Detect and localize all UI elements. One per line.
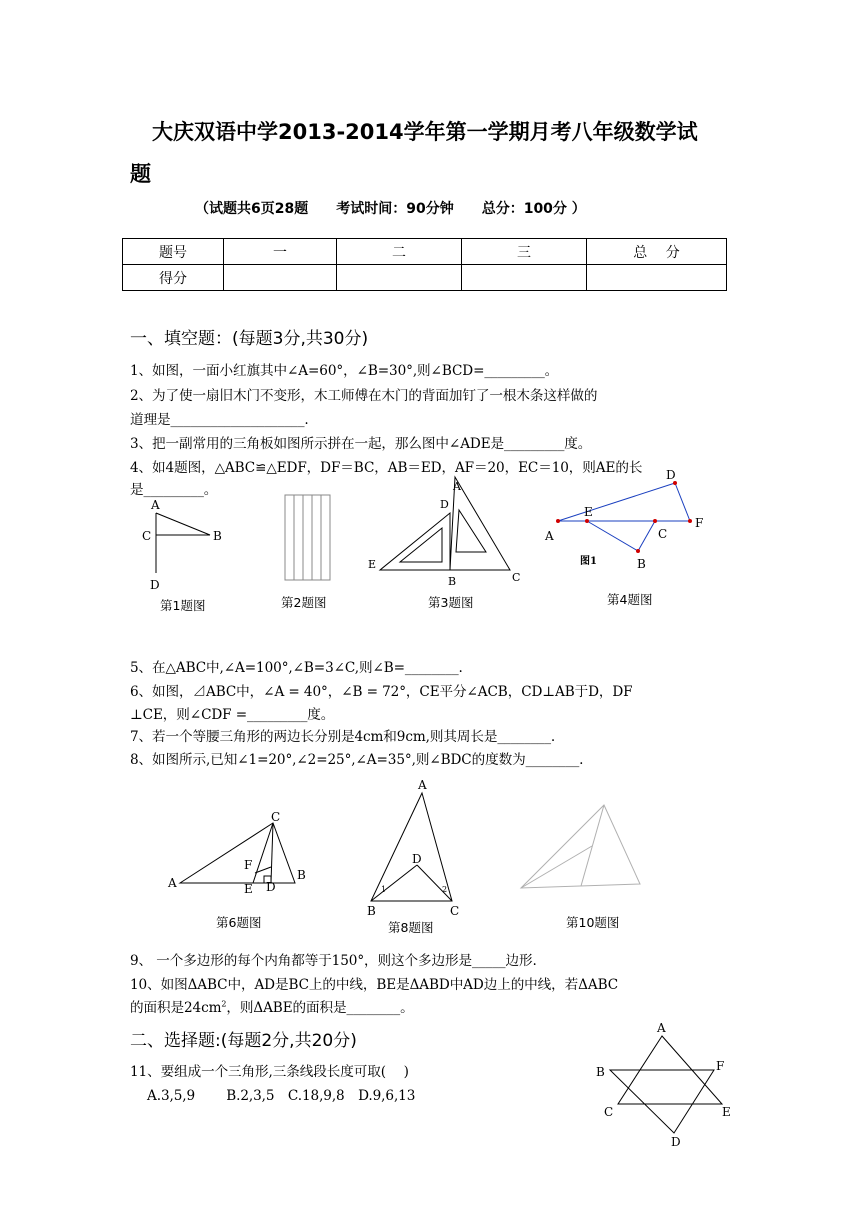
score-row-label: 得分	[123, 265, 224, 291]
fig1-label: A	[151, 498, 160, 512]
question-7: 7、若一个等腰三角形的两边长分别是4cm和9cm,则其周长是________.	[130, 729, 556, 745]
fig6-label: D	[266, 880, 276, 894]
figure-10-triangle	[521, 805, 640, 888]
question-2-line2: 道理是____________________.	[130, 412, 309, 428]
fig4-label: E	[584, 505, 593, 519]
figures-row-2	[160, 775, 660, 930]
figure-1-flag	[156, 513, 210, 573]
fig3-label: E	[368, 558, 377, 571]
question-10-line2	[130, 996, 414, 1016]
fig6-label: E	[244, 882, 253, 896]
question-10-text-pre: 的面积是24cm	[130, 1000, 222, 1016]
fig3-label: A	[453, 480, 461, 493]
fig8-label: B	[367, 904, 376, 918]
score-cell[interactable]	[337, 265, 462, 291]
star-label: A	[657, 1021, 666, 1035]
section1-heading: 一、填空题：(每题3分,共30分)	[130, 329, 369, 349]
score-cell[interactable]	[462, 265, 587, 291]
star-label: D	[671, 1135, 681, 1149]
fig4-label: F	[695, 516, 704, 530]
figure-3-caption: 第3题图	[428, 595, 474, 610]
fig4-label: 图1	[580, 556, 597, 567]
question-11: 11、要组成一个三角形,三条线段长度可取( )	[130, 1064, 409, 1080]
score-header-cell: 二	[337, 239, 462, 265]
question-10-line1: 10、如图ΔABC中，AD是BC上的中线，BE是ΔABD中AD边上的中线，若ΔABC	[130, 977, 619, 993]
question-9: 9、 一个多边形的每个内角都等于150°，则这个多边形是_____边形.	[130, 953, 537, 969]
figure-6-caption: 第6题图	[216, 915, 262, 930]
fig8-label: D	[412, 852, 422, 866]
question-8: 8、如图所示,已知∠1=20°,∠2=25°,∠A=35°,则∠BDC的度数为________.	[130, 752, 584, 768]
fig1-label: D	[150, 578, 160, 592]
star-label: B	[596, 1065, 605, 1079]
question-5: 5、在△ABC中,∠A=100°,∠B=3∠C,则∠B=________.	[130, 660, 463, 676]
fig6-label: F	[244, 858, 253, 872]
fig4-label: D	[666, 468, 676, 482]
figure-6-triangle	[180, 823, 295, 883]
figure-8-caption: 第8题图	[388, 920, 434, 935]
fig1-label: C	[142, 529, 152, 543]
question-2-line1: 2、为了使一扇旧木门不变形，木工师傅在木门的背面加钉了一根木条这样做的	[130, 388, 598, 404]
score-cell[interactable]	[224, 265, 337, 291]
figure-star	[590, 1018, 740, 1153]
figure-4-caption: 第4题图	[607, 592, 653, 607]
fig4-label: A	[545, 529, 554, 543]
figure-2-caption: 第2题图	[281, 595, 327, 610]
score-header-cell: 一	[224, 239, 337, 265]
superscript-2: 2	[221, 999, 227, 1009]
score-header-cell: 三	[462, 239, 587, 265]
question-3: 3、把一副常用的三角板如图所示拼在一起，那么图中∠ADE是_________度。	[130, 436, 592, 452]
score-table	[122, 238, 727, 291]
question-6-line1: 6、如图，⊿ABC中，∠A = 40°，∠B = 72°，CE平分∠ACB，CD⊥AB于D，DF	[130, 684, 633, 700]
fig3-label: C	[512, 571, 521, 584]
star-label: F	[716, 1059, 725, 1073]
fig8-label: C	[450, 904, 460, 918]
question-6-line2: ⊥CE，则∠CDF =_________度。	[130, 707, 335, 723]
score-header-cell: 题号	[123, 239, 224, 265]
fig8-label: 1	[381, 885, 387, 894]
page-title-line1: 大庆双语中学2013-2014学年第一学期月考八年级数学试	[152, 120, 698, 144]
figure-2-door	[285, 495, 330, 580]
question-1: 1、如图，一面小红旗其中∠A=60°，∠B=30°,则∠BCD=_________。	[130, 363, 559, 379]
fig6-label: C	[271, 810, 281, 824]
fig6-label: B	[297, 868, 306, 882]
question-4-line1: 4、如4题图，△ABC≌△EDF，DF＝BC，AB＝ED，AF＝20，EC＝10，则AE的长	[130, 460, 643, 476]
question-11-options: A.3,5,9 B.2,3,5 C.18,9,8 D.9,6,13	[147, 1088, 416, 1104]
figure-4-triangles	[538, 466, 718, 576]
exam-info: （试题共6页28题 考试时间：90分钟 总分：100分 ）	[195, 201, 586, 217]
fig1-label: B	[213, 529, 222, 543]
score-header-cell: 总 分	[587, 239, 727, 265]
question-4-line2: 是_________。	[130, 482, 218, 498]
star-label: C	[604, 1105, 614, 1119]
fig4-label: B	[637, 557, 646, 571]
score-table-score-row	[123, 265, 727, 291]
score-table-header-row	[123, 239, 727, 265]
figure-1-caption: 第1题图	[160, 598, 206, 613]
fig8-label: A	[418, 778, 427, 792]
score-cell[interactable]	[587, 265, 727, 291]
fig8-label: 2	[442, 885, 448, 894]
fig4-label: C	[658, 527, 668, 541]
figure-10-caption: 第10题图	[566, 915, 620, 930]
star-label: E	[722, 1105, 731, 1119]
fig3-label: D	[440, 498, 449, 511]
fig3-label: B	[448, 575, 457, 588]
question-10-text-post: ，则ΔABE的面积是________。	[226, 1000, 414, 1016]
fig6-label: A	[168, 876, 177, 890]
section2-heading: 二、选择题:(每题2分,共20分)	[130, 1031, 357, 1051]
figure-3-set-squares	[380, 477, 510, 570]
page-title-line2: 题	[130, 162, 151, 186]
